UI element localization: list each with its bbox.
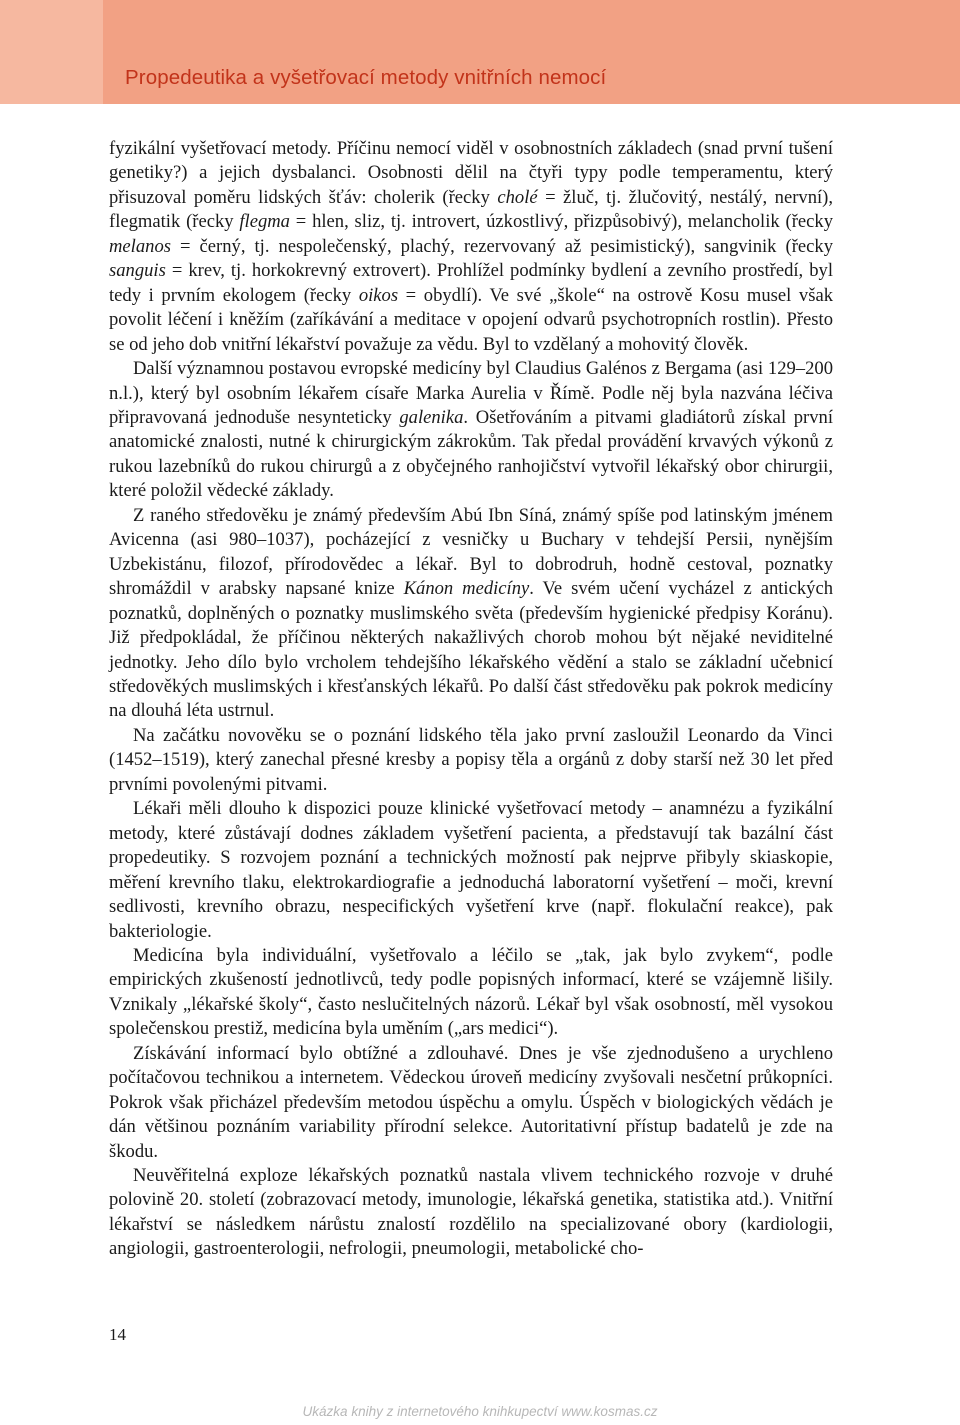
paragraph [109,944,833,1042]
italic-term: Kánon medicíny [403,578,530,600]
italic-term: melanos [109,235,171,257]
paragraph [109,1164,833,1262]
text-run: . Ve svém učení vycházel z antických poznatků, doplněných o poznatky muslimského světa (především hygienické předpisy Koránu). Již předpokládal, že příčinou některých nakažlivých chorob mohou být nějaké neviditelné jednotky. Jeho dílo bylo vrcholem tehdejšího lékařského vědění a stalo se základní učebnicí středověkých muslimských i křesťanských lékařů. Po další část středověku pak pokrok medicíny na dlouhá léta ustrnul. [109,578,833,722]
italic-term: sanguis [109,260,166,282]
paragraph [109,504,833,724]
text-run: = hlen, sliz, tj. introvert, úzkostlivý, přizpůsobivý), melancholik (řecky [289,211,833,233]
text-run: Získávání informací bylo obtížné a zdlouhavé. Dnes je vše zjednodušeno a urychleno počítačovou technikou a internetem. Vědeckou úroveň medicíny zvyšovali nesčetní průkopníci. Pokrok však přicházel především metodou úspěchu a omylu. Úspěch v biologických vědách je dán většinou poznáním variability přírodní selekce. Autoritativní přístup badatelů je zde na škodu. [109,1042,833,1162]
text-run: = černý, tj. nespolečenský, plachý, rezervovaný až pesimistický), sangvinik (řecky [170,235,833,257]
paragraph [109,137,833,357]
italic-term: flegma [239,211,290,233]
italic-term: galenika [399,406,464,428]
page-number: 14 [109,1325,126,1344]
header-accent-strip [0,0,103,104]
text-run: Na začátku novověku se o poznání lidského těla jako první zasloužil Leonardo da Vinci (1452–1519), který zanechal přesné kresby a popisy těla a orgánů z doby starší než 30 let před prvními povolenými pitvami. [109,724,833,795]
paragraph [109,1042,833,1164]
body-text [109,137,833,1262]
text-run: Z raného středověku je známý především Abú Ibn Síná, známý spíše pod latinským jménem Avicenna (asi 980–1037), pocházející z vesničky u Buchary v tehdejší Persii, nynějším Uzbekistánu, filozof, přírodovědec a lékař. Byl to dobrodruh, hodně cestoval, poznatky shromáždil v arabsky napsané knize [109,504,833,600]
paragraph [109,724,833,797]
text-run: Další významnou postavou evropské medicíny byl Claudius Galénos z Bergama (asi 129–200 n.l.), který byl osobním lékařem císaře Marka Aurelia v Římě. Podle něj byla nazvána léčiva připravovaná jednoduše nesynteticky [109,358,833,428]
text-run: = žluč, tj. žlučovitý, nestálý, nervní), flegmatik (řecky [109,186,833,233]
text-run: . Ošetřováním a pitvami gladiátorů získal první anatomické znalosti, nutné k chirurgickým zákrokům. Tak předal provádění krvavých výkonů z rukou lazebníků do rukou chirurgů a z obyčejného ranhojičství vytvořil lékařský obor chirurgii, které položil vědecké základy. [109,406,833,502]
text-run: fyzikální vyšetřovací metody. Příčinu nemocí viděl v osobnostních základech (snad první tušení genetiky?) a jejich dysbalanci. Osobnosti dělil na čtyři typy podle temperamentu, který přisuzoval poměru lidských šťáv: cholerik (řecky [109,138,833,208]
running-header-title: Propedeutika a vyšetřovací metody vnitřních nemocí [125,66,607,89]
text-run: Medicína byla individuální, vyšetřovalo a léčilo se „tak, jak bylo zvykem“, podle empirických zkušeností jednotlivců, tedy podle popisných informací, které se vzájemně lišily. Vznikaly „lékařské školy“, často neslučitelných názorů. Lékař byl však osobností, měl vysokou společenskou prestiž, medicína byla uměním („ars medici“). [109,944,833,1040]
text-run: = obydlí). Ve své „škole“ na ostrově Kosu musel však povolit léčení i kněžím (zaříkávání a meditace v opojení odvarů psychotropních rostlin). Přesto se od jeho dob vnitřní lékařství považuje za vědu. Byl to vzdělaný a mohovitý člověk. [109,284,833,355]
text-run: Lékaři měli dlouho k dispozici pouze klinické vyšetřovací metody – anamnézu a fyzikální metody, které zůstávají dodnes základem vyšetření pacienta, a představují tak bazální část propedeutiky. S rozvojem poznání a technických možností pak nejprve přibyly skiaskopie, měření krevního tlaku, elektrokardiografie a jednoduchá laboratorní vyšetření – moči, krevní sedlivosti, krevního obrazu, nespecifických vyšetření krve (např. flokulační reakce), pak bakteriologie. [109,798,833,942]
paragraph [109,797,833,944]
italic-term: cholé [497,186,538,208]
italic-term: oikos [358,284,399,306]
footer-watermark: Ukázka knihy z internetového knihkupectví www.kosmas.cz [302,1404,658,1419]
text-run: = krev, tj. horkokrevný extrovert). Prohlížel podmínky bydlení a zevního prostředí, byl tedy i prvním ekologem (řecky [109,260,833,306]
paragraph [109,357,833,504]
text-run: Neuvěřitelná exploze lékařských poznatků nastala vlivem technického rozvoje v druhé polovině 20. století (zobrazovací metody, imunologie, lékařská genetika, statistika atd.). Vnitřní lékařství se následkem nárůstu znalostí rozdělilo na specializované obory (kardiologii, angiologii, gastroenterologii, nefrologii, pneumologii, metabolické cho- [109,1165,833,1260]
